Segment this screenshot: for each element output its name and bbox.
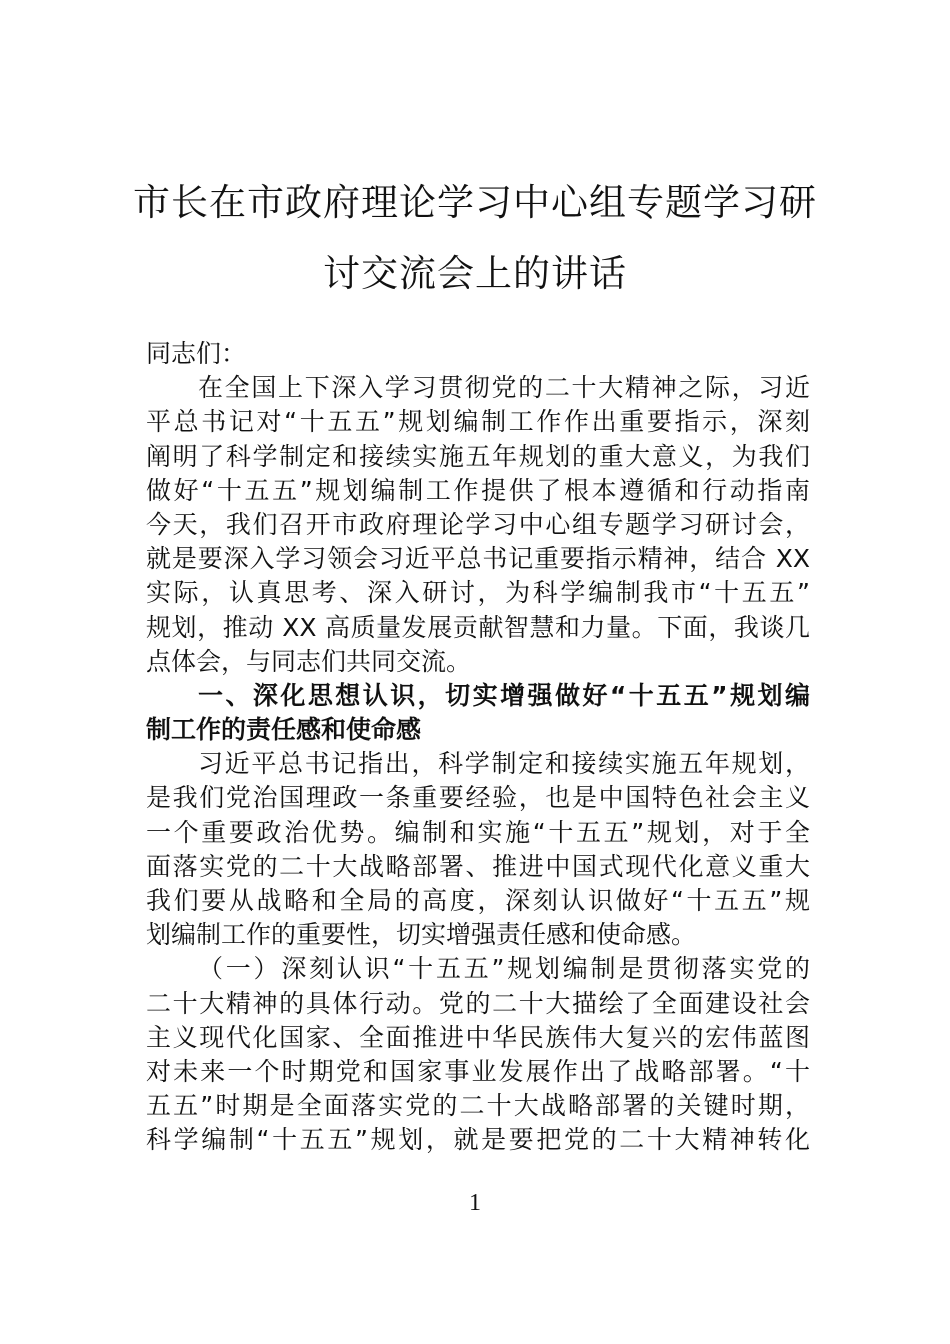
body-line: 阐明了科学制定和接续实施五年规划的重大意义，为我们	[146, 441, 810, 471]
body-line: 二十大精神的具体行动。党的二十大描绘了全面建设社会	[146, 988, 810, 1018]
body-line: 今天，我们召开市政府理论学习中心组专题学习研讨会，	[146, 509, 810, 539]
document-title-line-2: 讨交流会上的讲话	[323, 252, 627, 295]
body-line: 做好“十五五”规划编制工作提供了根本遵循和行动指南	[146, 475, 810, 505]
document-body	[146, 337, 810, 1158]
body-line: 习近平总书记指出，科学制定和接续实施五年规划，	[198, 749, 810, 779]
document-title-line-1: 市长在市政府理论学习中心组专题学习研	[133, 181, 817, 224]
body-line: 对未来一个时期党和国家事业发展作出了战略部署。“十	[146, 1056, 810, 1086]
body-line: 就是要深入学习领会习近平总书记重要指示精神，结合 XX	[146, 544, 810, 574]
body-line: 实际，认真思考、深入研讨，为科学编制我市“十五五”	[146, 578, 810, 608]
section-heading-line: 一、深化思想认识，切实增强做好“十五五”规划编	[198, 680, 810, 710]
body-line: 在全国上下深入学习贯彻党的二十大精神之际，习近	[198, 373, 810, 403]
body-line: （一）深刻认识“十五五”规划编制是贯彻落实党的	[198, 954, 810, 984]
body-line: 面落实党的二十大战略部署、推进中国式现代化意义重大	[146, 851, 810, 881]
body-line: 一个重要政治优势。编制和实施“十五五”规划，对于全	[146, 817, 810, 847]
body-line: 科学编制“十五五”规划，就是要把党的二十大精神转化	[146, 1125, 810, 1155]
body-line: 是我们党治国理政一条重要经验，也是中国特色社会主义	[146, 783, 810, 813]
body-line: 我们要从战略和全局的高度，深刻认识做好“十五五”规	[146, 886, 810, 915]
salutation: 同志们：	[146, 339, 247, 368]
body-line: 平总书记对“十五五”规划编制工作作出重要指示，深刻	[146, 407, 810, 437]
page-number: 1	[469, 1190, 481, 1216]
body-line: 点体会，与同志们共同交流。	[146, 646, 472, 676]
body-line: 五五”时期是全面落实党的二十大战略部署的关键时期，	[146, 1091, 810, 1121]
section-heading-line: 制工作的责任感和使命感	[146, 715, 422, 745]
body-line: 规划，推动 XX 高质量发展贡献智慧和力量。下面，我谈几	[146, 612, 810, 642]
body-line: 主义现代化国家、全面推进中华民族伟大复兴的宏伟蓝图	[146, 1022, 810, 1052]
body-line: 划编制工作的重要性，切实增强责任感和使命感。	[146, 920, 697, 950]
